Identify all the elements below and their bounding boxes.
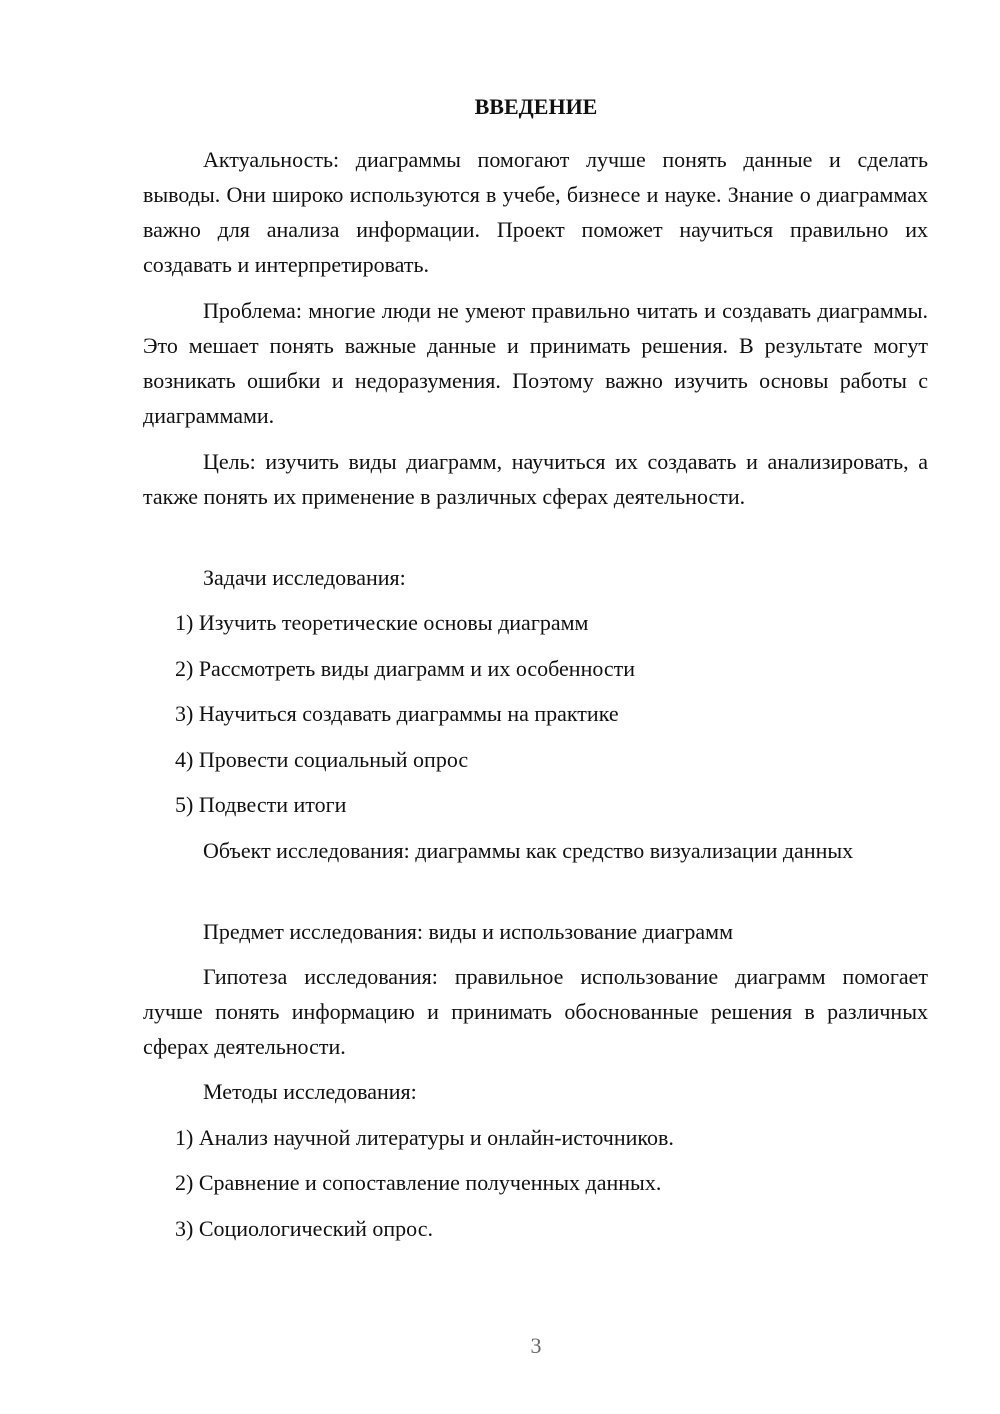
problem-paragraph: Проблема: многие люди не умеют правильно читать и создавать диаграммы. Это мешает понять важные данные и принимать решения. В результате могут возникать ошибки и недоразумения. Поэтому важно изучить основы работы с диаграммами. xyxy=(143,298,928,428)
task-item: 1) Изучить теоретические основы диаграмм xyxy=(175,610,589,635)
task-item: 4) Провести социальный опрос xyxy=(175,747,469,772)
subject-paragraph: Предмет исследования: виды и использование диаграмм xyxy=(203,919,733,944)
method-item: 1) Анализ научной литературы и онлайн-источников. xyxy=(175,1125,674,1150)
object-paragraph: Объект исследования: диаграммы как средство визуализации данных xyxy=(203,838,854,863)
tasks-heading: Задачи исследования: xyxy=(203,565,406,590)
goal-paragraph: Цель: изучить виды диаграмм, научиться их создавать и анализировать, а также понять их применение в различных сферах деятельности. xyxy=(143,449,928,509)
task-item: 5) Подвести итоги xyxy=(175,792,347,817)
method-item: 3) Социологический опрос. xyxy=(175,1216,433,1241)
task-item: 3) Научиться создавать диаграммы на практике xyxy=(175,701,619,726)
relevance-paragraph: Актуальность: диаграммы помогают лучше понять данные и сделать выводы. Они широко используются в учебе, бизнесе и науке. Знание о диаграммах важно для анализа информации. Проект поможет научиться правильно их создавать и интерпретировать. xyxy=(143,147,928,277)
page-number: 3 xyxy=(530,1333,542,1358)
task-item: 2) Рассмотреть виды диаграмм и их особенности xyxy=(175,656,636,681)
page-title: ВВЕДЕНИЕ xyxy=(474,94,598,119)
method-item: 2) Сравнение и сопоставление полученных данных. xyxy=(175,1170,662,1195)
hypothesis-paragraph: Гипотеза исследования: правильное использование диаграмм помогает лучше понять информацию и принимать обоснованные решения в различных сферах деятельности. xyxy=(143,964,928,1059)
methods-heading: Методы исследования: xyxy=(203,1079,417,1104)
